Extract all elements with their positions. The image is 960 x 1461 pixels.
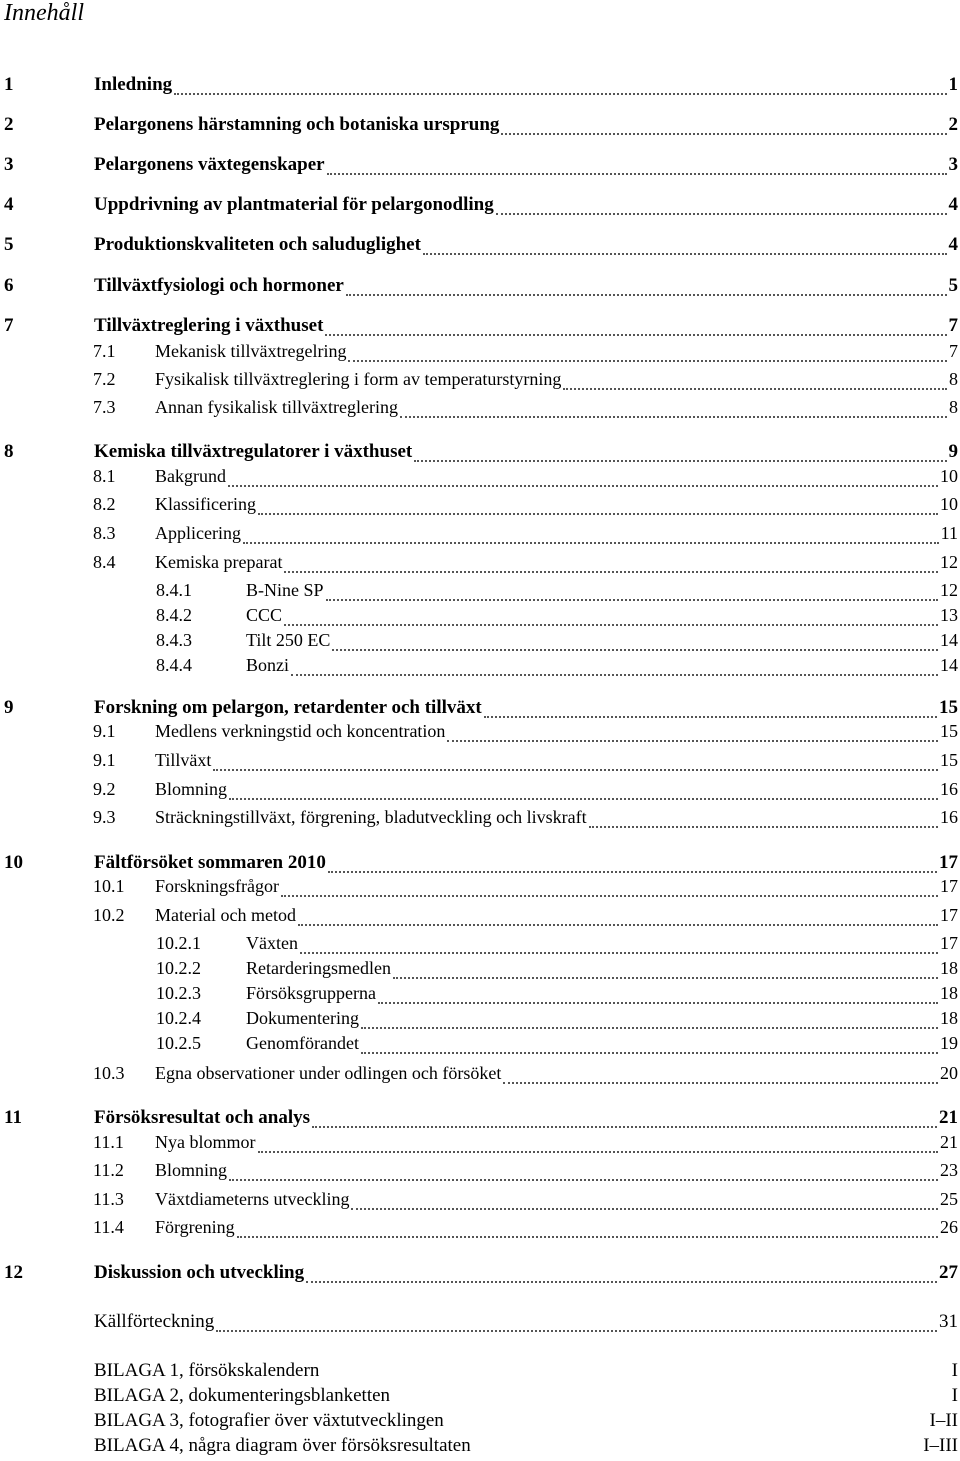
appendix-entry[interactable] <box>94 1410 958 1434</box>
appendix-page: I <box>951 1360 958 1381</box>
toc-entry[interactable] <box>0 605 958 629</box>
dot-leader <box>258 513 938 515</box>
toc-entry[interactable] <box>0 750 958 774</box>
toc-entry-page: 10 <box>940 494 958 514</box>
toc-entry[interactable] <box>0 114 958 138</box>
toc-entry[interactable] <box>0 1033 958 1057</box>
toc-entry[interactable] <box>0 234 958 258</box>
toc-entry[interactable] <box>0 1262 958 1286</box>
toc-entry[interactable] <box>0 441 958 465</box>
dot-leader <box>501 133 946 135</box>
toc-entry-page: 8 <box>949 369 958 389</box>
toc-entry-page: 12 <box>940 552 958 572</box>
dot-leader <box>229 1179 938 1181</box>
dot-leader <box>503 1082 938 1084</box>
toc-entry-page: 26 <box>940 1217 958 1237</box>
dot-leader <box>298 924 938 926</box>
dot-leader <box>306 1281 937 1283</box>
toc-entry-page: 9 <box>948 441 958 462</box>
toc-entry-title: Fältförsöket sommaren 2010 <box>94 852 326 873</box>
dot-leader <box>351 1208 938 1210</box>
toc-entry[interactable] <box>0 523 958 547</box>
toc-entry[interactable] <box>0 983 958 1007</box>
toc-entry-page: 15 <box>939 697 958 718</box>
toc-entry-title: Retarderingsmedlen <box>246 958 391 978</box>
dot-leader <box>348 360 947 362</box>
toc-entry-page: 4 <box>948 194 958 215</box>
toc-entry-number: 10.2.2 <box>156 958 201 978</box>
dot-leader <box>393 977 938 979</box>
toc-entry-number: 10.2.5 <box>156 1033 201 1053</box>
toc-entry[interactable] <box>0 1189 958 1213</box>
toc-entry-title: Nya blommor <box>155 1132 256 1152</box>
toc-entry-title: Blomning <box>155 1160 228 1180</box>
toc-entry-title: Inledning <box>94 74 173 95</box>
toc-entry-number: 8.2 <box>93 494 116 514</box>
toc-entry[interactable] <box>0 905 958 929</box>
toc-entry-number: 8.4.4 <box>156 655 192 675</box>
dot-leader <box>284 624 938 626</box>
dot-leader <box>281 895 938 897</box>
toc-entry-page: 14 <box>940 630 958 650</box>
toc-entry-number: 11.2 <box>93 1160 124 1180</box>
toc-entry-page: 7 <box>948 315 958 336</box>
toc-entry[interactable] <box>0 397 958 421</box>
toc-entry-title: B-Nine SP <box>246 580 324 600</box>
dot-leader <box>326 599 938 601</box>
appendix-page: I <box>951 1385 958 1406</box>
toc-entry-title: Förgrening <box>155 1217 235 1237</box>
toc-entry-number: 4 <box>4 194 14 215</box>
dot-leader <box>216 1330 937 1332</box>
toc-entry-title: Källförteckning <box>94 1311 215 1332</box>
toc-entry-title: Fysikalisk tillväxtreglering i form av temperaturstyrning <box>155 369 562 389</box>
toc-entry-title: Växtdiameterns utveckling <box>155 1189 350 1209</box>
dot-leader <box>174 93 946 95</box>
toc-entry-number: 9.3 <box>93 807 116 827</box>
toc-entry-number: 5 <box>4 234 14 255</box>
dot-leader <box>423 253 947 255</box>
dot-leader <box>328 871 937 873</box>
dot-leader <box>378 1002 938 1004</box>
appendix-entry[interactable] <box>94 1360 958 1384</box>
toc-entry-title: Växten <box>246 933 298 953</box>
toc-entry-number: 8.4.3 <box>156 630 192 650</box>
appendix-title: BILAGA 3, fotografier över växtutvecklingen <box>94 1410 444 1431</box>
toc-entry[interactable] <box>0 721 958 745</box>
toc-entry-title: Tillväxtfysiologi och hormoner <box>94 275 344 296</box>
toc-entry[interactable] <box>0 580 958 604</box>
toc-entry[interactable] <box>0 852 958 876</box>
dot-leader <box>228 485 938 487</box>
toc-entry[interactable] <box>0 1132 958 1156</box>
toc-entry-page: 2 <box>948 114 958 135</box>
toc-entry-title: Annan fysikalisk tillväxtreglering <box>155 397 398 417</box>
toc-entry-title: Bakgrund <box>155 466 226 486</box>
toc-entry-page: 17 <box>940 933 958 953</box>
toc-entry[interactable] <box>0 369 958 393</box>
toc-entry-page: 4 <box>948 234 958 255</box>
toc-entry-page: 21 <box>939 1107 958 1128</box>
dot-leader <box>447 740 938 742</box>
toc-entry[interactable] <box>0 1311 958 1335</box>
toc-entry[interactable] <box>0 194 958 218</box>
toc-entry-number: 7.2 <box>93 369 116 389</box>
toc-entry[interactable] <box>0 1008 958 1032</box>
toc-entry-number: 7.1 <box>93 341 116 361</box>
toc-entry-page: 12 <box>940 580 958 600</box>
toc-entry-number: 8.4 <box>93 552 116 572</box>
toc-entry[interactable] <box>0 1217 958 1241</box>
toc-entry-number: 10.2 <box>93 905 125 925</box>
toc-entry-title: Forskningsfrågor <box>155 876 279 896</box>
toc-entry-page: 11 <box>940 523 958 543</box>
dot-leader <box>291 674 938 676</box>
toc-entry-number: 7 <box>4 315 14 336</box>
toc-entry[interactable] <box>0 315 958 339</box>
dot-leader <box>361 1027 938 1029</box>
toc-entry-page: 1 <box>948 74 958 95</box>
toc-entry-number: 9.1 <box>93 721 116 741</box>
dot-leader <box>237 1236 938 1238</box>
toc-entry-page: 31 <box>939 1311 958 1332</box>
toc-entry-title: Kemiska tillväxtregulatorer i växthuset <box>94 441 413 462</box>
toc-entry-page: 16 <box>940 779 958 799</box>
toc-entry-page: 17 <box>940 905 958 925</box>
dot-leader <box>346 294 947 296</box>
page-title: Innehåll <box>4 0 84 26</box>
toc-entry-title: Kemiska preparat <box>155 552 283 572</box>
toc-entry-page: 19 <box>940 1033 958 1053</box>
toc-entry-page: 3 <box>948 154 958 175</box>
dot-leader <box>243 542 939 544</box>
toc-entry-title: Bonzi <box>246 655 289 675</box>
dot-leader <box>589 826 938 828</box>
toc-entry-title: Pelargonens härstamning och botaniska ursprung <box>94 114 500 135</box>
dot-leader <box>213 769 938 771</box>
dot-leader <box>327 173 947 175</box>
appendix-title: BILAGA 4, några diagram över försöksresultaten <box>94 1435 471 1456</box>
appendix-title: BILAGA 2, dokumenteringsblanketten <box>94 1385 391 1406</box>
dot-leader <box>325 334 946 336</box>
toc-entry-number: 11.3 <box>93 1189 124 1209</box>
dot-leader <box>484 716 937 718</box>
toc-entry-number: 10.1 <box>93 876 125 896</box>
dot-leader <box>496 213 947 215</box>
toc-entry-number: 10.3 <box>93 1063 125 1083</box>
toc-entry-number: 1 <box>4 74 14 95</box>
appendix-title: BILAGA 1, försökskalendern <box>94 1360 320 1381</box>
toc-entry-title: Klassificering <box>155 494 256 514</box>
toc-entry-number: 8.4.1 <box>156 580 192 600</box>
toc-entry[interactable] <box>0 154 958 178</box>
toc-entry-page: 21 <box>940 1132 958 1152</box>
toc-entry-number: 8.1 <box>93 466 116 486</box>
toc-entry-number: 8.3 <box>93 523 116 543</box>
dot-leader <box>258 1151 939 1153</box>
toc-entry-number: 8 <box>4 441 14 462</box>
toc-entry[interactable] <box>0 1160 958 1184</box>
toc-entry-number: 11.4 <box>93 1217 124 1237</box>
dot-leader <box>312 1126 937 1128</box>
toc-entry-number: 11.1 <box>93 1132 124 1152</box>
toc-entry-title: Medlens verkningstid och koncentration <box>155 721 446 741</box>
toc-entry[interactable] <box>0 494 958 518</box>
toc-entry[interactable] <box>0 807 958 831</box>
toc-entry-title: Pelargonens växtegenskaper <box>94 154 325 175</box>
toc-entry-title: Genomförandet <box>246 1033 359 1053</box>
toc-entry-page: 15 <box>940 750 958 770</box>
toc-entry-page: 27 <box>939 1262 958 1283</box>
toc-entry-title: Blomning <box>155 779 228 799</box>
toc-entry[interactable] <box>0 876 958 900</box>
toc-entry-title: Material och metod <box>155 905 296 925</box>
toc-entry-page: 18 <box>940 983 958 1003</box>
toc-entry-page: 14 <box>940 655 958 675</box>
toc-entry-number: 2 <box>4 114 14 135</box>
toc-entry[interactable] <box>0 958 958 982</box>
toc-entry-title: Produktionskvaliteten och saluduglighet <box>94 234 421 255</box>
toc-entry-page: 10 <box>940 466 958 486</box>
toc-entry-title: Sträckningstillväxt, förgrening, bladutveckling och livskraft <box>155 807 587 827</box>
toc-entry-title: Egna observationer under odlingen och försöket <box>155 1063 502 1083</box>
toc-entry-number: 6 <box>4 275 14 296</box>
toc-entry-number: 10.2.3 <box>156 983 201 1003</box>
toc-entry-page: 17 <box>940 876 958 896</box>
toc-entry-number: 10.2.4 <box>156 1008 201 1028</box>
toc-entry[interactable] <box>0 655 958 679</box>
appendix-page: I–II <box>929 1410 958 1431</box>
toc-entry-page: 17 <box>939 852 958 873</box>
toc-entry[interactable] <box>0 466 958 490</box>
toc-entry-page: 20 <box>940 1063 958 1083</box>
toc-entry-page: 18 <box>940 958 958 978</box>
toc-entry[interactable] <box>0 275 958 299</box>
toc-entry[interactable] <box>0 74 958 98</box>
toc-entry-number: 12 <box>4 1262 23 1283</box>
toc-entry-title: Mekanisk tillväxtregelring <box>155 341 347 361</box>
toc-entry-title: Försöksresultat och analys <box>94 1107 311 1128</box>
dot-leader <box>414 460 946 462</box>
toc-entry[interactable] <box>0 1107 958 1131</box>
dot-leader <box>400 416 947 418</box>
appendix-entry[interactable] <box>94 1385 958 1409</box>
toc-entry-title: Försöksgrupperna <box>246 983 376 1003</box>
toc-entry-number: 11 <box>4 1107 22 1128</box>
toc-entry-title: Applicering <box>155 523 241 543</box>
toc-entry-page: 13 <box>940 605 958 625</box>
toc-entry-page: 16 <box>940 807 958 827</box>
toc-entry[interactable] <box>0 341 958 365</box>
toc-entry-title: CCC <box>246 605 283 625</box>
appendix-page: I–III <box>923 1435 958 1456</box>
dot-leader <box>563 388 947 390</box>
toc-entry-title: Dokumentering <box>246 1008 359 1028</box>
dot-leader <box>229 798 938 800</box>
toc-entry-title: Diskussion och utveckling <box>94 1262 305 1283</box>
toc-entry-number: 8.4.2 <box>156 605 192 625</box>
toc-entry-page: 23 <box>940 1160 958 1180</box>
toc-entry-title: Tillväxtreglering i växthuset <box>94 315 324 336</box>
toc-entry-title: Tilt 250 EC <box>246 630 331 650</box>
toc-entry[interactable] <box>0 630 958 654</box>
toc-entry[interactable] <box>0 933 958 957</box>
toc-entry-number: 9 <box>4 697 14 718</box>
toc-entry[interactable] <box>0 697 958 721</box>
toc-entry[interactable] <box>0 1063 958 1087</box>
toc-entry-page: 15 <box>940 721 958 741</box>
toc-entry-number: 10.2.1 <box>156 933 201 953</box>
toc-entry-page: 8 <box>949 397 958 417</box>
toc-entry-page: 18 <box>940 1008 958 1028</box>
dot-leader <box>361 1052 938 1054</box>
toc-entry-number: 7.3 <box>93 397 116 417</box>
toc-entry-number: 3 <box>4 154 14 175</box>
toc-entry-page: 5 <box>948 275 958 296</box>
toc-entry-title: Tillväxt <box>155 750 212 770</box>
toc-entry[interactable] <box>0 779 958 803</box>
toc-entry-number: 9.2 <box>93 779 116 799</box>
toc-entry-number: 9.1 <box>93 750 116 770</box>
dot-leader <box>300 952 938 954</box>
toc-entry-number: 10 <box>4 852 23 873</box>
toc-entry-page: 25 <box>940 1189 958 1209</box>
toc-entry[interactable] <box>0 552 958 576</box>
toc-entry-title: Forskning om pelargon, retardenter och tillväxt <box>94 697 482 718</box>
toc-entry-page: 7 <box>949 341 958 361</box>
dot-leader <box>284 571 938 573</box>
dot-leader <box>332 649 938 651</box>
toc-entry-title: Uppdrivning av plantmaterial för pelargonodling <box>94 194 494 215</box>
appendix-entry[interactable] <box>94 1435 958 1459</box>
